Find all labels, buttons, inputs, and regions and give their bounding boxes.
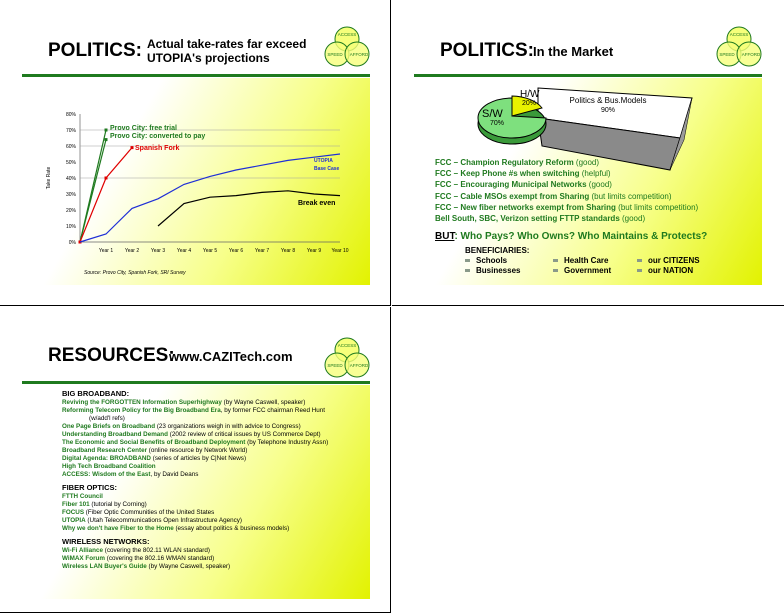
y-tick-label: 80% bbox=[65, 112, 76, 118]
chart-source-note: Source: Provo City, Spanish Fork, SRI Survey bbox=[84, 270, 186, 276]
pie-value-sw: 70% bbox=[490, 120, 505, 127]
logo-speed-label: SPEED bbox=[327, 52, 343, 57]
series-point bbox=[131, 146, 134, 149]
but-questions: : Who Pays? Who Owns? Who Maintains & Protects? bbox=[454, 231, 708, 242]
bullet-note-text: (good) bbox=[619, 214, 646, 224]
series-line bbox=[158, 191, 340, 226]
fcc-bullet-list bbox=[435, 157, 698, 224]
label-break-even: Break even bbox=[298, 200, 336, 207]
pie-value-politics: 90% bbox=[600, 107, 616, 114]
y-tick-label: 20% bbox=[65, 208, 76, 214]
x-tick-label: Year 5 bbox=[202, 248, 218, 254]
bullet-square-icon bbox=[637, 259, 642, 262]
slide-title: POLITICS: bbox=[48, 40, 142, 61]
resource-link-text[interactable]: High Tech Broadband Coalition bbox=[62, 463, 156, 470]
logo-access-label: ACCESS bbox=[337, 343, 357, 348]
slide-title: RESOURCES: bbox=[48, 345, 175, 366]
series-line bbox=[80, 148, 132, 242]
resource-link-text[interactable]: WiMAX Forum bbox=[62, 555, 105, 562]
y-tick-label: 10% bbox=[65, 224, 76, 230]
but-label: BUT bbox=[435, 231, 455, 242]
fcc-bullet-item bbox=[435, 157, 698, 168]
bullet-note-text: (but limits competition) bbox=[615, 202, 699, 212]
beneficiary-label: Government bbox=[564, 266, 612, 275]
resource-link-item[interactable] bbox=[62, 463, 328, 471]
series-point bbox=[105, 177, 108, 180]
venn-logo-icon bbox=[715, 24, 763, 70]
beneficiary-label: Schools bbox=[476, 256, 508, 265]
resource-note-text: (covering the 802.16 WMAN standard) bbox=[104, 555, 215, 562]
bullet-bold-text: FCC – Encouraging Municipal Networks bbox=[435, 180, 587, 190]
resource-link-item[interactable] bbox=[62, 407, 328, 415]
x-tick-label: Year 2 bbox=[124, 248, 140, 254]
slide-subtitle-line2: UTOPIA's projections bbox=[147, 51, 270, 65]
beneficiary-label: our NATION bbox=[648, 266, 694, 275]
bullet-square-icon bbox=[637, 269, 642, 272]
beneficiary-item bbox=[553, 266, 611, 275]
bullet-bold-text: FCC – Keep Phone #s when switching bbox=[435, 169, 580, 179]
x-tick-label: Year 8 bbox=[280, 248, 296, 254]
fcc-bullet-item bbox=[435, 168, 698, 179]
logo-afford-label: AFFORD bbox=[741, 52, 761, 57]
bullet-note-text: (but limits competition) bbox=[589, 191, 672, 201]
label-provo-converted: Provo City: converted to pay bbox=[110, 133, 206, 140]
resource-link-text[interactable]: Why we don't have Fiber to the Home bbox=[62, 525, 174, 532]
resource-note-text: (tutorial by Corning) bbox=[89, 501, 147, 508]
slide-title: POLITICS: bbox=[440, 40, 534, 61]
resource-link-item[interactable] bbox=[62, 493, 328, 501]
slide-subtitle: In the Market bbox=[533, 44, 614, 59]
fcc-bullet-item bbox=[435, 202, 698, 213]
logo-access-label: ACCESS bbox=[729, 32, 749, 37]
slide-subtitle-url: www.CAZITech.com bbox=[169, 349, 293, 364]
label-provo-free-trial: Provo City: free trial bbox=[110, 125, 177, 132]
pie-label-hw: H/W bbox=[520, 89, 540, 100]
resource-note-text: (series of articles by C|Net News) bbox=[150, 455, 247, 462]
resource-link-text[interactable]: Understanding Broadband Demand bbox=[62, 431, 169, 438]
label-spanish-fork: Spanish Fork bbox=[135, 145, 180, 152]
venn-logo-icon bbox=[323, 24, 371, 70]
beneficiary-item bbox=[637, 256, 700, 265]
resource-link-text[interactable]: Wireless LAN Buyer's Guide bbox=[62, 563, 147, 570]
resource-link-item[interactable] bbox=[62, 547, 328, 555]
bullet-note-text: (helpful) bbox=[579, 169, 611, 179]
resource-link-item bbox=[62, 415, 328, 423]
logo-afford-label: AFFORD bbox=[349, 363, 369, 368]
slide-subtitle-line1: Actual take-rates far exceed bbox=[147, 37, 307, 51]
resource-link-item[interactable] bbox=[62, 431, 328, 439]
resource-link-text[interactable]: FTTH Council bbox=[62, 493, 103, 500]
resource-link-item[interactable] bbox=[62, 455, 328, 463]
resource-note-text: (Utah Telecommunications Open Infrastructure Agency) bbox=[85, 517, 243, 524]
beneficiary-label: Businesses bbox=[476, 266, 521, 275]
resource-section-heading: BIG BROADBAND: bbox=[62, 389, 130, 398]
resource-link-text[interactable]: One Page Briefs on Broadband bbox=[62, 423, 156, 430]
resource-note-text: (essay about politics & business models) bbox=[173, 525, 290, 532]
logo-access-label: ACCESS bbox=[337, 32, 357, 37]
bullet-bold-text: Bell South, SBC, Verizon setting FTTP standards bbox=[435, 214, 620, 224]
resource-link-item[interactable] bbox=[62, 447, 328, 455]
resource-link-item[interactable] bbox=[62, 501, 328, 509]
beneficiary-item bbox=[465, 266, 520, 275]
x-tick-label: Year 7 bbox=[254, 248, 270, 254]
resource-link-text[interactable]: Broadband Research Center bbox=[62, 447, 148, 454]
resource-section-heading: WIRELESS NETWORKS: bbox=[62, 537, 150, 546]
resource-note-text: (covering the 802.11 WLAN standard) bbox=[103, 547, 210, 554]
x-tick-label: Year 9 bbox=[306, 248, 322, 254]
slide-politics-take-rates bbox=[0, 0, 391, 306]
y-tick-label: 70% bbox=[65, 128, 76, 134]
label-utopia: UTOPIA bbox=[314, 158, 333, 164]
resource-note-text: (23 organizations weigh in with advice to Congress) bbox=[155, 423, 301, 430]
but-question-line bbox=[435, 231, 707, 242]
resource-link-text[interactable]: Wi-Fi Alliance bbox=[62, 547, 103, 554]
x-tick-label: Year 1 bbox=[98, 248, 114, 254]
logo-speed-label: SPEED bbox=[327, 363, 343, 368]
beneficiary-label: Health Care bbox=[564, 256, 609, 265]
fcc-bullet-item bbox=[435, 213, 698, 224]
resource-link-text[interactable]: Fiber 101 bbox=[62, 501, 90, 508]
fcc-bullet-item bbox=[435, 191, 698, 202]
resource-note-text: (by Telephone Industry Assn) bbox=[245, 439, 329, 446]
resource-link-item[interactable] bbox=[62, 555, 328, 563]
resource-link-item[interactable] bbox=[62, 471, 328, 479]
resource-note-text: (2002 review of critical issues by US Commerce Dept) bbox=[168, 431, 321, 438]
resource-link-text[interactable]: The Economic and Social Benefits of Broadband Deployment bbox=[62, 439, 246, 446]
bullet-square-icon bbox=[553, 259, 558, 262]
resource-note-text: (w/add'l refs) bbox=[89, 415, 125, 422]
pie-value-hw: 20% bbox=[522, 100, 537, 107]
bullet-bold-text: FCC – Champion Regulatory Reform bbox=[435, 158, 574, 167]
y-tick-label: 30% bbox=[65, 192, 76, 198]
resource-section-heading: FIBER OPTICS: bbox=[62, 483, 118, 492]
logo-afford-label: AFFORD bbox=[349, 52, 369, 57]
pie-label-politics: Politics & Bus.Models bbox=[569, 96, 647, 105]
resource-link-item[interactable] bbox=[62, 525, 328, 533]
resource-link-item[interactable] bbox=[62, 509, 328, 517]
beneficiaries-heading: BENEFICIARIES: bbox=[465, 246, 530, 255]
series-line bbox=[80, 140, 106, 242]
resource-link-text[interactable]: Reviving the FORGOTTEN Information Superhighway bbox=[62, 399, 222, 406]
logo-speed-label: SPEED bbox=[719, 52, 735, 57]
resource-link-text[interactable]: Reforming Telecom Policy for the Big Broadband Era bbox=[62, 407, 221, 414]
slide-resources bbox=[0, 307, 391, 613]
fcc-bullet-item bbox=[435, 179, 698, 190]
bullet-square-icon bbox=[465, 259, 470, 262]
beneficiary-item bbox=[553, 256, 608, 265]
beneficiary-item bbox=[465, 256, 507, 265]
series-point bbox=[105, 129, 108, 132]
bullet-square-icon bbox=[553, 269, 558, 272]
bullet-square-icon bbox=[465, 269, 470, 272]
beneficiary-item bbox=[637, 266, 693, 275]
title-underline bbox=[22, 381, 370, 384]
series-point bbox=[105, 138, 108, 141]
title-underline bbox=[414, 74, 762, 77]
y-tick-label: 60% bbox=[65, 144, 76, 150]
resource-note-text: , by former FCC chairman Reed Hunt bbox=[220, 407, 326, 414]
y-tick-label: 40% bbox=[65, 176, 76, 182]
resource-note-text: , by David Deans bbox=[150, 471, 199, 478]
bullet-bold-text: FCC – Cable MSOs exempt from Sharing bbox=[435, 191, 590, 201]
label-base-case: Base Case bbox=[314, 166, 340, 172]
beneficiary-label: our CITIZENS bbox=[648, 256, 700, 265]
x-tick-label: Year 4 bbox=[176, 248, 192, 254]
bullet-note-text: (good) bbox=[573, 158, 600, 167]
resource-link-item[interactable] bbox=[62, 423, 328, 431]
series-line bbox=[80, 154, 340, 242]
resource-note-text: (by Wayne Caswell, speaker) bbox=[146, 563, 231, 570]
resource-note-text: (by Wayne Caswell, speaker) bbox=[221, 399, 306, 406]
y-axis-label: Take Rate bbox=[46, 166, 52, 190]
x-tick-label: Year 3 bbox=[150, 248, 166, 254]
resource-link-item[interactable] bbox=[62, 399, 328, 407]
title-underline bbox=[22, 74, 370, 77]
resource-link-text[interactable]: UTOPIA bbox=[62, 517, 86, 524]
y-tick-label: 0% bbox=[68, 240, 76, 246]
x-tick-label: Year 6 bbox=[228, 248, 244, 254]
y-tick-label: 50% bbox=[65, 160, 76, 166]
resource-link-text[interactable]: ACCESS: Wisdom of the East bbox=[62, 471, 151, 478]
resource-link-item[interactable] bbox=[62, 517, 328, 525]
resource-link-item[interactable] bbox=[62, 563, 328, 571]
x-tick-label: Year 10 bbox=[331, 248, 349, 254]
resources-list bbox=[62, 390, 328, 571]
resource-note-text: (online resource by Network World) bbox=[147, 447, 248, 454]
bullet-bold-text: FCC – New fiber networks exempt from Sharing bbox=[435, 202, 616, 212]
slide-politics-market bbox=[392, 0, 784, 306]
resource-link-text[interactable]: Digital Agenda: BROADBAND bbox=[62, 455, 151, 462]
bullet-note-text: (good) bbox=[586, 180, 612, 190]
resource-note-text: (Fiber Optic Communities of the United States bbox=[84, 509, 215, 516]
take-rate-line-chart bbox=[40, 108, 350, 258]
resource-link-text[interactable]: FOCUS bbox=[62, 509, 85, 516]
resource-link-item[interactable] bbox=[62, 439, 328, 447]
pie-label-sw: S/W bbox=[482, 108, 503, 120]
venn-logo-icon bbox=[323, 335, 371, 381]
